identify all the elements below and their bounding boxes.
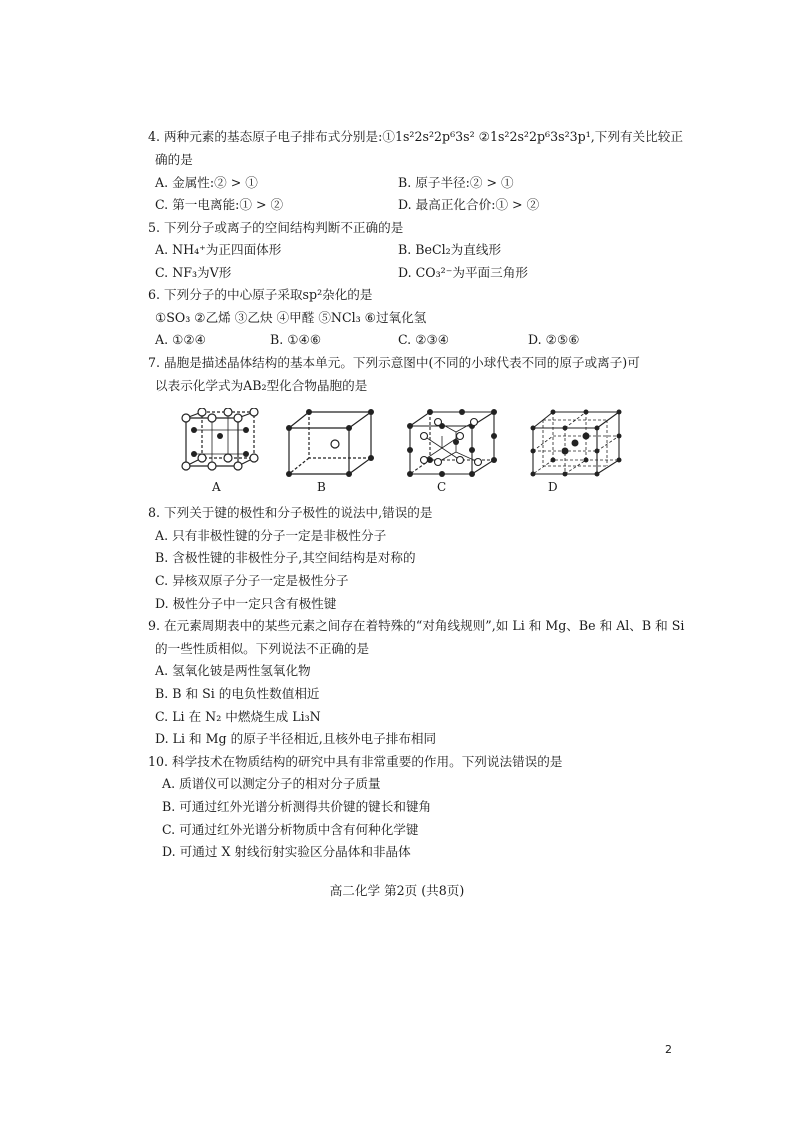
- crystal-cell-b-figure: [283, 408, 378, 478]
- q9-option-b: B. B 和 Si 的电负性数值相近: [155, 686, 320, 701]
- figure-label-d: D: [548, 480, 558, 494]
- q8-option-d: D. 极性分子中一定只含有极性键: [155, 596, 337, 611]
- q7-stem-line1: 7. 晶胞是描述晶体结构的基本单元。下列示意图中(不同的小球代表不同的原子或离子)可: [148, 355, 640, 370]
- q10-option-d: D. 可通过 X 射线衍射实验区分晶体和非晶体: [162, 844, 411, 859]
- q10-option-a: A. 质谱仪可以测定分子的相对分子质量: [162, 776, 381, 791]
- q8-stem: 8. 下列关于键的极性和分子极性的说法中,错误的是: [148, 505, 433, 520]
- q4-stem-line1: 4. 两种元素的基态原子电子排布式分别是:①1s²2s²2p⁶3s² ②1s²2s²2p⁶3s²3p¹,下列有关比较正: [148, 129, 683, 144]
- q5-stem: 5. 下列分子或离子的空间结构判断不正确的是: [148, 220, 404, 235]
- q6-option-d: D. ②⑤⑥: [528, 332, 580, 347]
- q6-items: ①SO₃ ②乙烯 ③乙炔 ④甲醛 ⑤NCl₃ ⑥过氧化氢: [155, 310, 427, 325]
- q9-option-a: A. 氢氧化铍是两性氢氧化物: [155, 663, 311, 678]
- q4-option-c: C. 第一电离能:① > ②: [155, 197, 284, 212]
- q5-option-b: B. BeCl₂为直线形: [398, 242, 502, 257]
- q8-option-a: A. 只有非极性键的分子一定是非极性分子: [155, 528, 387, 543]
- crystal-cell-d-figure: [525, 408, 625, 478]
- page-number: 2: [665, 1043, 672, 1056]
- figure-label-c: C: [437, 480, 447, 494]
- q7-stem-line2: 以表示化学式为AB₂型化合物晶胞的是: [155, 378, 368, 393]
- q6-option-c: C. ②③④: [398, 332, 450, 347]
- q6-option-a: A. ①②④: [155, 332, 206, 347]
- q8-option-c: C. 异核双原子分子一定是极性分子: [155, 573, 349, 588]
- q6-stem: 6. 下列分子的中心原子采取sp²杂化的是: [148, 287, 373, 302]
- page-footer: 高二化学 第2页 (共8页): [329, 883, 465, 898]
- q9-option-d: D. Li 和 Mg 的原子半径相近,且核外电子排布相同: [155, 731, 437, 746]
- q6-option-b: B. ①④⑥: [270, 332, 322, 347]
- q5-option-c: C. NF₃为V形: [155, 265, 232, 280]
- q10-option-b: B. 可通过红外光谱分析测得共价键的键长和键角: [162, 799, 432, 814]
- figure-label-b: B: [317, 480, 326, 494]
- q4-option-a: A. 金属性:② > ①: [155, 175, 258, 190]
- q4-option-b: B. 原子半径:② > ①: [398, 175, 514, 190]
- q5-option-a: A. NH₄⁺为正四面体形: [155, 242, 282, 257]
- q9-option-c: C. Li 在 N₂ 中燃烧生成 Li₃N: [155, 709, 321, 724]
- q10-option-c: C. 可通过红外光谱分析物质中含有何种化学键: [162, 822, 419, 837]
- crystal-cell-c-figure: [402, 408, 500, 478]
- q10-stem: 10. 科学技术在物质结构的研究中具有非常重要的作用。下列说法错误的是: [148, 754, 563, 769]
- q5-option-d: D. CO₃²⁻为平面三角形: [398, 265, 528, 280]
- q9-stem-line1: 9. 在元素周期表中的某些元素之间存在着特殊的“对角线规则”,如 Li 和 Mg、Be 和 Al、B 和 Si: [148, 618, 685, 633]
- q4-option-d: D. 最高正化合价:① > ②: [398, 197, 540, 212]
- q4-stem-line2: 确的是: [155, 152, 193, 167]
- q8-option-b: B. 含极性键的非极性分子,其空间结构是对称的: [155, 550, 416, 565]
- figure-label-a: A: [212, 480, 221, 494]
- crystal-cell-a-figure: [172, 408, 264, 478]
- q9-stem-line2: 的一些性质相似。下列说法不正确的是: [155, 641, 370, 656]
